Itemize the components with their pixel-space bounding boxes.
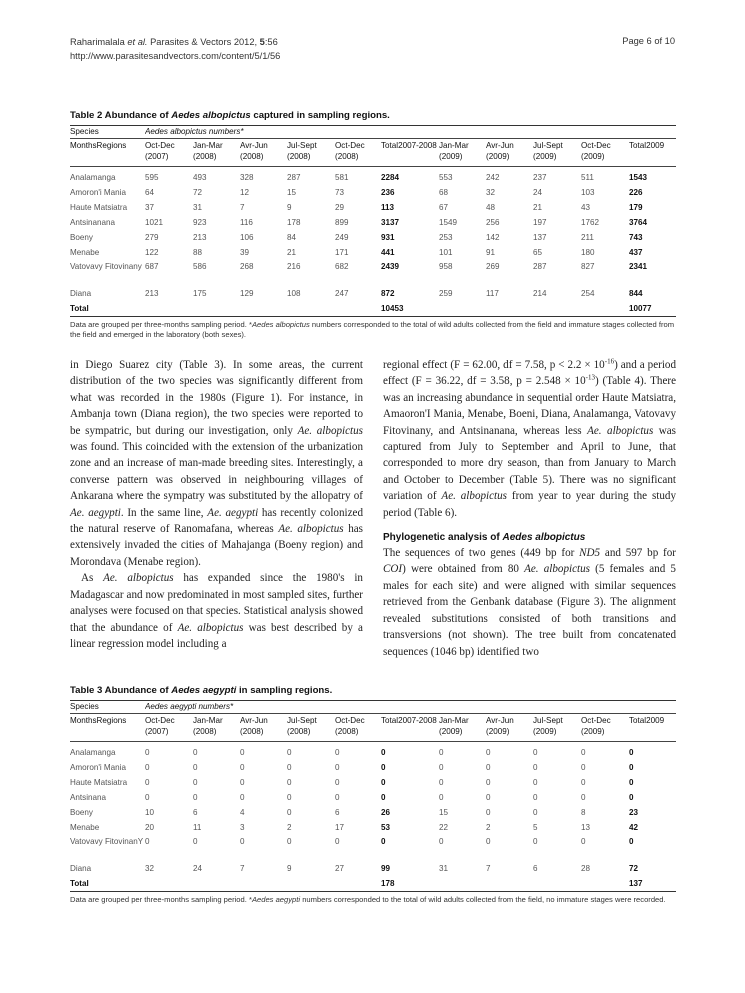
value-cell: 179 [629, 203, 643, 212]
value-cell: 256 [486, 218, 500, 227]
table3-header-row-1 [70, 701, 676, 714]
value-cell: 0 [533, 837, 538, 846]
value-cell: 7 [486, 864, 491, 873]
value-cell: 43 [581, 203, 591, 212]
value-cell: 88 [193, 248, 203, 257]
value-cell: 2284 [381, 173, 400, 182]
empty-cell [486, 876, 533, 892]
value-cell: 15 [439, 808, 449, 817]
value-cell: 0 [381, 778, 386, 787]
value-cell: 48 [486, 203, 496, 212]
value-cell: 2341 [629, 262, 648, 271]
value-cell: 0 [381, 793, 386, 802]
empty-cell [287, 876, 335, 892]
column-header: MonthsRegions [70, 714, 145, 742]
table-row [70, 835, 676, 861]
value-cell: 142 [486, 233, 500, 242]
value-cell: 0 [335, 793, 340, 802]
value-cell: 3 [240, 823, 245, 832]
value-cell: 12 [240, 188, 250, 197]
value-cell: 242 [486, 173, 500, 182]
value-cell: 923 [193, 218, 207, 227]
value-cell: 226 [629, 188, 643, 197]
value-cell: 0 [240, 778, 245, 787]
region-cell: Diana [70, 864, 92, 873]
column-header: Jul-Sept (2008) [287, 139, 335, 167]
empty-cell [335, 876, 381, 892]
table-row [70, 775, 676, 790]
value-cell: 21 [287, 248, 297, 257]
empty-cell [581, 301, 629, 317]
value-cell: 259 [439, 289, 453, 298]
value-cell: 72 [629, 864, 639, 873]
value-cell: 137 [533, 233, 547, 242]
value-cell: 0 [193, 763, 198, 772]
table2-header-row-1 [70, 126, 676, 139]
column-header: Oct-Dec (2007) [145, 139, 193, 167]
column-header: Oct-Dec (2008) [335, 139, 381, 167]
value-cell: 3764 [629, 218, 648, 227]
value-cell: 99 [381, 864, 391, 873]
value-cell: 23 [629, 808, 639, 817]
table3-column-headers [70, 714, 676, 742]
value-cell: 17 [335, 823, 345, 832]
value-cell: 0 [381, 763, 386, 772]
column-header: Total2007-2008 [381, 139, 439, 167]
body-left-column [70, 357, 363, 652]
value-cell: 0 [581, 778, 586, 787]
value-cell: 108 [287, 289, 301, 298]
value-cell: 0 [240, 748, 245, 757]
column-header: Avr-Jun (2009) [486, 139, 533, 167]
column-header: Jan-Mar (2009) [439, 714, 486, 742]
paragraph: regional effect (F = 62.00, df = 7.58, $p < 2.2 \times 10^{-16}$) and a period effect (F = 36.22, df = 3.58, $p = 2.548 \times 10^{-13}$) (Table 4). There was an increasing abundance in sequential order Haute Matsiatra, Amaoron'I Mania, Menabe, Boeni, Diana, Analamanga, Vatovavy Fitovinany, and Antsinanana, whereas less Ae. albopictus was captured from July to September and April to June, that corresponded to more dry season, than from January to March and October to December (Table 5). There was no significant variation of Ae. albopictus from year to year during the study period (Table 6). [383, 357, 677, 519]
value-cell: 213 [193, 233, 207, 242]
region-cell: Analamanga [70, 748, 116, 757]
value-cell: 13 [581, 823, 591, 832]
total-row [70, 876, 676, 892]
value-cell: 0 [629, 763, 634, 772]
value-cell: 32 [486, 188, 496, 197]
table-row [70, 286, 676, 301]
empty-cell [240, 876, 287, 892]
article-url[interactable]: http://www.parasitesandvectors.com/content/5/1/56 [70, 50, 281, 61]
value-cell: 0 [439, 763, 444, 772]
value-cell: 37 [145, 203, 155, 212]
paragraph: As Ae. albopictus has expanded since the 1980's in Madagascar and now predominated in most sampled sites, further analyses were focused on that species. Statistical analysis showed that the abundance of Ae. albopictus was best described by a linear regression model including a [70, 572, 363, 650]
empty-cell [145, 876, 193, 892]
column-header: Oct-Dec (2008) [335, 714, 381, 742]
column-header: Jan-Mar (2008) [193, 139, 240, 167]
value-cell: 0 [533, 748, 538, 757]
value-cell: 254 [581, 289, 595, 298]
column-header: Jul-Sept (2009) [533, 139, 581, 167]
value-cell: 0 [629, 748, 634, 757]
species-header: Species [70, 701, 145, 714]
value-cell: 213 [145, 289, 159, 298]
value-cell: 0 [581, 837, 586, 846]
value-cell: 2 [287, 823, 292, 832]
value-cell: 27 [335, 864, 345, 873]
value-cell: 21 [533, 203, 543, 212]
value-cell: 931 [381, 233, 395, 242]
column-header: Total2007-2008 [381, 714, 439, 742]
value-cell: 844 [629, 289, 643, 298]
empty-cell [533, 876, 581, 892]
value-cell: 171 [335, 248, 349, 257]
paragraph: in Diego Suarez city (Table 3). In some areas, the current distribution of the two species was significantly different from what was recorded in the 1980s (Figure 1). For instance, in Ambanja town (Diana region), the two species were reported to be sympatric, but during our investigation, only Ae. albopictus was found. This coincided with the extension of the urbanization zone and an increase of man-made breeding sites. Interestingly, a converse pattern was observed in neighbouring villages of Ankarana where the sympatry was substituted by the allopatry of Ae. aegypti. In the same line, Ae. aegypti has recently colonized the natural reserve of Ranomafana, whereas Ae. albopictus has extensively invaded the cities of Mahajanga (Boeny region) and Morondava (Menabe region). [70, 359, 364, 568]
paragraph: The sequences of two genes (449 bp for ND5 and 597 bp for COI) were obtained from 80 Ae. albopictus (5 females and 5 males for each site) and were aligned with similar sequences retrieved from the Genbank database (Figure 3). The alignment revealed substitutions consisted of both transitions and transversions (not shown). The tree built from concatenated sequences (1046 bp) identified two [383, 547, 676, 658]
value-cell: 958 [439, 262, 453, 271]
species-header: Species [70, 126, 145, 139]
value-cell: 0 [145, 837, 150, 846]
value-cell: 216 [287, 262, 301, 271]
table2-footnote: Data are grouped per three-months sampling period. *Aedes albopictus numbers corresponded to the total of wild adults collected from the field and immature stages collected from the field and emerged in the laboratory (both sexes). [70, 320, 675, 339]
citation-line: Raharimalala et al. Parasites & Vectors 2012, 5:56 [70, 37, 278, 47]
value-cell: 39 [240, 248, 250, 257]
value-cell: 10 [145, 808, 155, 817]
value-cell: 0 [381, 748, 386, 757]
region-cell: Antsinana [70, 793, 106, 802]
value-cell: 249 [335, 233, 349, 242]
total-2009: 10077 [629, 301, 676, 317]
value-cell: 29 [335, 203, 345, 212]
value-cell: 197 [533, 218, 547, 227]
column-header: Jul-Sept (2008) [287, 714, 335, 742]
value-cell: 42 [629, 823, 639, 832]
table3-aegypti-abundance [70, 700, 676, 892]
value-cell: 0 [581, 793, 586, 802]
group-header: Aedes aegypti numbers* [145, 701, 676, 714]
value-cell: 0 [145, 793, 150, 802]
section-heading: Phylogenetic analysis of Aedes albopictus [383, 532, 586, 544]
value-cell: 73 [335, 188, 345, 197]
value-cell: 586 [193, 262, 207, 271]
value-cell: 0 [581, 763, 586, 772]
column-header: Oct-Dec (2007) [145, 714, 193, 742]
column-header: Avr-Jun (2008) [240, 139, 287, 167]
value-cell: 7 [240, 203, 245, 212]
value-cell: 3137 [381, 218, 400, 227]
running-header-citation [70, 36, 280, 63]
table2-albopictus-abundance [70, 125, 676, 317]
value-cell: 9 [287, 864, 292, 873]
table-row [70, 185, 676, 200]
table-row [70, 215, 676, 230]
value-cell: 1543 [629, 173, 648, 182]
value-cell: 237 [533, 173, 547, 182]
value-cell: 0 [381, 837, 386, 846]
table3-footnote: Data are grouped per three-months sampling period. *Aedes aegypti numbers corresponded to the total of wild adults collected from the field, no immature stages were recorded. [70, 895, 666, 904]
region-cell: Menabe [70, 823, 100, 832]
value-cell: 53 [381, 823, 391, 832]
column-header: Jul-Sept (2009) [533, 714, 581, 742]
column-header: Jan-Mar (2009) [439, 139, 486, 167]
value-cell: 2 [486, 823, 491, 832]
value-cell: 0 [629, 793, 634, 802]
value-cell: 211 [581, 233, 594, 242]
value-cell: 22 [439, 823, 449, 832]
table3-body [70, 742, 676, 892]
empty-cell [335, 301, 381, 317]
value-cell: 84 [287, 233, 297, 242]
value-cell: 5 [533, 823, 538, 832]
table-row [70, 167, 676, 186]
value-cell: 0 [240, 793, 245, 802]
total-label: Total [70, 301, 145, 317]
total-2009: 137 [629, 876, 676, 892]
value-cell: 1021 [145, 218, 164, 227]
value-cell: 247 [335, 289, 349, 298]
value-cell: 1549 [439, 218, 458, 227]
value-cell: 28 [581, 864, 591, 873]
value-cell: 0 [287, 793, 292, 802]
total-row [70, 301, 676, 317]
table-row [70, 760, 676, 775]
value-cell: 581 [335, 173, 349, 182]
value-cell: 0 [486, 837, 491, 846]
region-cell: Haute Matsiatra [70, 778, 128, 787]
table-row [70, 245, 676, 260]
value-cell: 0 [629, 778, 634, 787]
table2-column-headers [70, 139, 676, 167]
value-cell: 682 [335, 262, 349, 271]
table-row [70, 820, 676, 835]
empty-cell [581, 876, 629, 892]
value-cell: 0 [335, 763, 340, 772]
value-cell: 287 [533, 262, 547, 271]
region-cell: Amoron'i Mania [70, 188, 126, 197]
value-cell: 279 [145, 233, 159, 242]
value-cell: 0 [145, 778, 150, 787]
value-cell: 328 [240, 173, 254, 182]
column-header: Avr-Jun (2009) [486, 714, 533, 742]
value-cell: 6 [193, 808, 198, 817]
page-number: Page 6 of 10 [622, 36, 675, 46]
value-cell: 64 [145, 188, 155, 197]
value-cell: 0 [335, 748, 340, 757]
value-cell: 0 [287, 748, 292, 757]
value-cell: 2439 [381, 262, 400, 271]
value-cell: 6 [533, 864, 538, 873]
value-cell: 0 [486, 778, 491, 787]
value-cell: 287 [287, 173, 301, 182]
table3-title: Table 3 Abundance of Aedes aegypti in sampling regions. [70, 685, 333, 696]
value-cell: 0 [145, 748, 150, 757]
empty-cell [193, 876, 240, 892]
total-2007-2008: 10453 [381, 301, 439, 317]
value-cell: 4 [240, 808, 245, 817]
column-header: Avr-Jun (2008) [240, 714, 287, 742]
value-cell: 269 [486, 262, 500, 271]
empty-cell [145, 301, 193, 317]
value-cell: 175 [193, 289, 207, 298]
region-cell: Diana [70, 289, 92, 298]
empty-cell [439, 301, 486, 317]
value-cell: 32 [145, 864, 155, 873]
table-row [70, 230, 676, 245]
value-cell: 214 [533, 289, 547, 298]
region-cell: Antsinanana [70, 218, 116, 227]
value-cell: 0 [581, 748, 586, 757]
value-cell: 0 [287, 763, 292, 772]
value-cell: 0 [193, 793, 198, 802]
value-cell: 493 [193, 173, 207, 182]
column-header: Total2009 [629, 139, 676, 167]
value-cell: 26 [381, 808, 391, 817]
value-cell: 0 [240, 763, 245, 772]
value-cell: 0 [486, 793, 491, 802]
value-cell: 0 [287, 837, 292, 846]
value-cell: 91 [486, 248, 496, 257]
column-header: Total2009 [629, 714, 676, 742]
value-cell: 1762 [581, 218, 600, 227]
value-cell: 180 [581, 248, 595, 257]
value-cell: 441 [381, 248, 395, 257]
value-cell: 24 [533, 188, 543, 197]
value-cell: 31 [439, 864, 449, 873]
table2-title: Table 2 Abundance of Aedes albopictus captured in sampling regions. [70, 110, 390, 121]
value-cell: 65 [533, 248, 543, 257]
value-cell: 0 [335, 778, 340, 787]
table-row [70, 861, 676, 876]
value-cell: 0 [533, 763, 538, 772]
value-cell: 0 [193, 837, 198, 846]
body-right-column [383, 357, 676, 660]
value-cell: 553 [439, 173, 453, 182]
table-row [70, 260, 676, 286]
value-cell: 899 [335, 218, 349, 227]
value-cell: 0 [439, 748, 444, 757]
table-row [70, 200, 676, 215]
column-header: MonthsRegions [70, 139, 145, 167]
total-2007-2008: 178 [381, 876, 439, 892]
value-cell: 0 [287, 778, 292, 787]
value-cell: 129 [240, 289, 254, 298]
region-cell: Analamanga [70, 173, 116, 182]
empty-cell [439, 876, 486, 892]
value-cell: 103 [581, 188, 595, 197]
value-cell: 122 [145, 248, 159, 257]
region-cell: Haute Matsiatra [70, 203, 128, 212]
table-row [70, 742, 676, 761]
value-cell: 0 [533, 808, 538, 817]
value-cell: 8 [581, 808, 586, 817]
value-cell: 11 [193, 823, 202, 832]
value-cell: 827 [581, 262, 595, 271]
value-cell: 0 [486, 808, 491, 817]
value-cell: 0 [287, 808, 292, 817]
value-cell: 0 [240, 837, 245, 846]
value-cell: 687 [145, 262, 159, 271]
empty-cell [240, 301, 287, 317]
empty-cell [193, 301, 240, 317]
empty-cell [533, 301, 581, 317]
value-cell: 67 [439, 203, 449, 212]
value-cell: 15 [287, 188, 297, 197]
value-cell: 0 [533, 793, 538, 802]
value-cell: 117 [486, 289, 499, 298]
value-cell: 31 [193, 203, 203, 212]
value-cell: 106 [240, 233, 254, 242]
region-cell: Boeny [70, 808, 93, 817]
value-cell: 0 [193, 778, 198, 787]
value-cell: 0 [439, 837, 444, 846]
value-cell: 0 [439, 793, 444, 802]
value-cell: 437 [629, 248, 643, 257]
table-row [70, 790, 676, 805]
column-header: Jan-Mar (2008) [193, 714, 240, 742]
total-label: Total [70, 876, 145, 892]
value-cell: 511 [581, 173, 594, 182]
value-cell: 0 [145, 763, 150, 772]
value-cell: 101 [439, 248, 453, 257]
empty-cell [486, 301, 533, 317]
region-cell: Vatovavy FitovinanY [70, 837, 144, 846]
value-cell: 0 [193, 748, 198, 757]
group-header: Aedes albopictus numbers* [145, 126, 676, 139]
table-row [70, 805, 676, 820]
value-cell: 9 [287, 203, 292, 212]
value-cell: 72 [193, 188, 203, 197]
value-cell: 24 [193, 864, 203, 873]
region-cell: Amoron'i Mania [70, 763, 126, 772]
region-cell: Boeny [70, 233, 93, 242]
value-cell: 268 [240, 262, 254, 271]
value-cell: 20 [145, 823, 155, 832]
value-cell: 116 [240, 218, 253, 227]
value-cell: 0 [486, 748, 491, 757]
value-cell: 743 [629, 233, 643, 242]
value-cell: 0 [629, 837, 634, 846]
value-cell: 595 [145, 173, 159, 182]
value-cell: 253 [439, 233, 453, 242]
value-cell: 6 [335, 808, 340, 817]
region-cell: Vatovavy Fitovinany [70, 262, 142, 271]
value-cell: 178 [287, 218, 301, 227]
value-cell: 68 [439, 188, 449, 197]
value-cell: 0 [335, 837, 340, 846]
value-cell: 0 [439, 778, 444, 787]
value-cell: 236 [381, 188, 395, 197]
region-cell: Menabe [70, 248, 100, 257]
table2-body [70, 167, 676, 317]
empty-cell [287, 301, 335, 317]
value-cell: 872 [381, 289, 395, 298]
column-header: Oct-Dec (2009) [581, 139, 629, 167]
value-cell: 0 [486, 763, 491, 772]
column-header: Oct-Dec (2009) [581, 714, 629, 742]
value-cell: 0 [533, 778, 538, 787]
value-cell: 7 [240, 864, 245, 873]
value-cell: 113 [381, 203, 395, 212]
